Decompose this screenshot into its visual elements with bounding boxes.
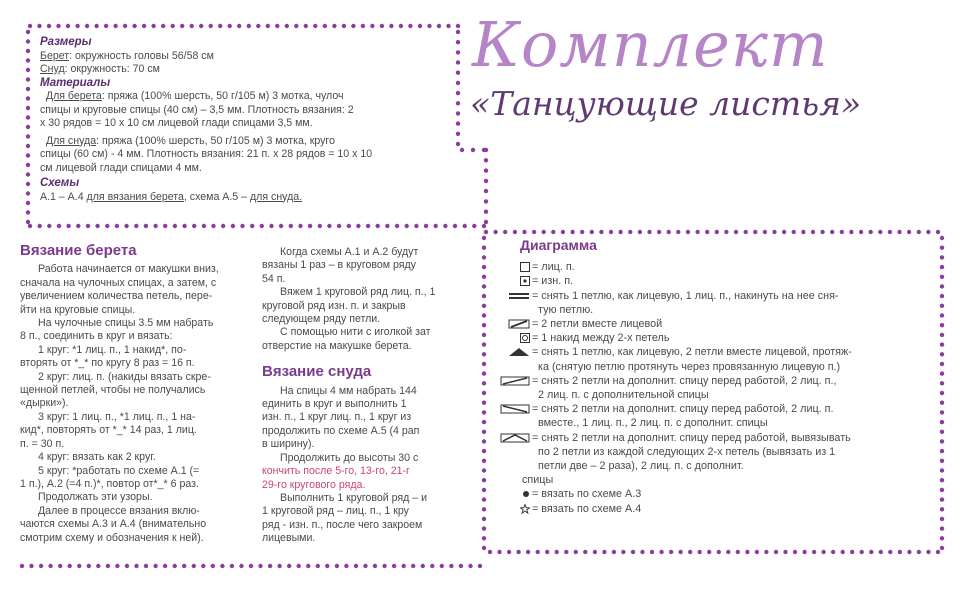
slip-yo-icon	[500, 289, 532, 303]
title-line-2: «Танцующие листья»	[470, 84, 862, 123]
snood-materials-line: см лицевой глади спицами 4 мм.	[40, 161, 202, 174]
legend-row	[500, 431, 940, 445]
dot-icon	[500, 487, 532, 501]
text-line: 1 круг: *1 лиц. п., 1 накид*, по-	[38, 343, 187, 356]
snood-size-line: Снуд: окружность: 70 см	[40, 63, 160, 75]
star-icon	[500, 502, 532, 516]
legend-text-continued: тую петлю.	[538, 303, 594, 316]
text-line: сначала на чулочных спицах, а затем, с	[20, 276, 217, 289]
beret-materials-line: спицы и круговые спицы (40 см) – 3,5 мм. Плотность вязания: 2	[40, 103, 354, 116]
text-line: 2 круг: лиц. п. (накиды вязать скре-	[38, 370, 211, 383]
text-line: в ширину).	[262, 438, 315, 451]
text-line: увеличением количества петель, пере-	[20, 290, 213, 303]
text-line: На чулочные спицы 3.5 мм набрать	[38, 317, 214, 330]
snood-materials-line: спицы (60 см) - 4 мм. Плотность вязания: 21 п. x 28 рядов = 10 x 10	[40, 148, 373, 160]
materials-heading: Материалы	[40, 76, 111, 89]
text-line: п. = 30 п.	[20, 437, 65, 450]
legend-text: = 2 петли вместе лицевой	[532, 318, 663, 331]
legend-text: = лиц. п.	[532, 261, 575, 274]
legend-row	[500, 317, 940, 331]
schemes-line: А.1 – А.4 для вязания берета, схема А.5 – для снуда.	[40, 190, 303, 203]
text-line: 29-го кругового ряда.	[262, 478, 366, 491]
text-line: Вяжем 1 круговой ряд лиц. п., 1	[280, 286, 436, 299]
text-line: следующем ряду петли.	[262, 313, 381, 326]
legend-row	[500, 274, 940, 288]
text-line: 1 круговой ряд – лиц. п., 1 кру	[262, 505, 409, 518]
legend-text: = снять 2 петли на дополнит. спицу перед работой, 2 лиц. п.,	[532, 374, 837, 387]
sizes-heading: Размеры	[40, 36, 92, 48]
legend-row	[500, 502, 940, 516]
middle-column	[262, 246, 462, 546]
legend-row	[500, 402, 940, 416]
legend-text: = вязать по схеме А.4	[532, 502, 642, 515]
legend-text: = изн. п.	[532, 275, 574, 288]
text-line: единить в круг и выполнить 1	[262, 398, 407, 411]
schemes-heading: Схемы	[40, 177, 80, 189]
legend-text-continued: петли две – 2 раза), 2 лиц. п. с дополнит.	[538, 460, 744, 473]
text-line: «дырки»).	[20, 397, 69, 410]
text-line: чаются схемы А.3 и А.4 (внимательно	[20, 518, 207, 531]
legend-text: = 1 накид между 2-х петель	[532, 332, 670, 345]
beret-column	[20, 244, 252, 545]
legend-text: спицы	[522, 474, 554, 487]
legend-text: = снять 1 петлю, как лицевую, 2 петли вместе лицевой, протяж-	[532, 346, 852, 359]
diagram-title: Диаграмма	[520, 237, 597, 253]
text-line: 5 круг: *работать по схеме А.1 (=	[38, 464, 200, 477]
text-line: смотрим схему и обозначения к ней).	[20, 531, 204, 544]
legend-row	[500, 473, 940, 487]
text-line: кончить после 5-го, 13-го, 21-г	[262, 465, 410, 478]
snood-materials-line: Для снуда: пряжа (100% шерсть, 50 г/105 м) 3 мотка, круго	[45, 134, 335, 147]
text-line: Работа начинается от макушки вниз,	[38, 263, 219, 276]
beret-size-line: Берет: окружность головы 56/58 см	[40, 49, 214, 62]
text-line: Когда схемы А.1 и А.2 будут	[280, 246, 419, 258]
legend-text: = снять 1 петлю, как лицевую, 1 лиц. п., накинуть на нее сня-	[532, 289, 839, 302]
text-line: 1 п.), А.2 (=4 п.)*, повтор от*_* 6 раз.	[20, 477, 199, 490]
text-line: щенной петлей, чтобы не получались	[20, 384, 206, 397]
purl-square-icon	[500, 274, 532, 288]
k2tog-icon	[500, 317, 532, 331]
materials-block	[40, 36, 480, 204]
text-line: 8 п., соединить в круг и вязать:	[20, 330, 173, 343]
text-line: кид*, повторять от *_* 14 раз, 1 лиц.	[20, 424, 197, 437]
snood-heading: Вязание снуда	[262, 363, 372, 381]
legend-row	[500, 487, 940, 501]
beret-materials-line: Для берета: пряжа (100% шерсть, 50 г/105 м) 3 мотка, чулоч	[45, 90, 344, 102]
legend-text-continued: 2 лиц. п. с дополнительной спицы	[538, 389, 709, 402]
legend-row	[500, 345, 940, 359]
text-line: отверстие на макушке берета.	[262, 339, 412, 352]
text-line: 3 круг: 1 лиц. п., *1 лиц. п., 1 на-	[38, 410, 196, 423]
legend-text: = снять 2 петли на дополнит. спицу перед работой, 2 лиц. п.	[532, 403, 834, 416]
text-line: 4 круг: вязать как 2 круг.	[38, 451, 156, 464]
text-line: изн. п., 1 круг лиц. п., 1 круг из	[262, 411, 412, 424]
legend-row	[500, 374, 940, 388]
legend-text-continued: по 2 петли из каждой следующих 2-х петель (вывязать из 1	[538, 445, 836, 458]
text-line: 54 п.	[262, 272, 286, 285]
text-line: ряд - изн. п., после чего закроем	[262, 518, 423, 531]
text-line: круговой ряд изн. п. и закрыв	[262, 299, 406, 312]
text-line: С помощью нити с иголкой зат	[280, 326, 431, 339]
cable-dec-icon	[500, 431, 532, 445]
legend-text: = снять 2 петли на дополнит. спицу перед работой, вывязывать	[532, 431, 851, 444]
skp-icon	[500, 345, 532, 359]
legend-text: = вязать по схеме А.3	[532, 488, 642, 501]
legend-row	[500, 331, 940, 345]
text-line: лицевыми.	[262, 532, 316, 545]
legend-text-continued: вместе., 1 лиц. п., 2 лиц. п. с дополнит. спицы	[538, 417, 768, 430]
beret-materials-line: x 30 рядов = 10 x 10 см лицевой глади спицами 3,5 мм.	[40, 117, 313, 129]
text-line: Продолжить до высоты 30 с	[280, 451, 419, 464]
cable-back-icon	[500, 402, 532, 416]
yo-between-icon	[500, 331, 532, 345]
text-line: вязаны 1 раз – в круговом ряду	[262, 259, 416, 272]
legend-row	[500, 260, 940, 274]
text-line: На спицы 4 мм набрать 144	[280, 384, 417, 397]
text-line: Далее в процессе вязания вклю-	[38, 504, 200, 517]
legend-text-continued: ка (снятую петлю протянуть через провязанную лицевую п.)	[538, 360, 841, 373]
legend-row	[500, 289, 940, 303]
text-line: Выполнить 1 круговой ряд – и	[280, 491, 428, 504]
title-line-1: Комплект	[472, 8, 829, 81]
diagram-legend	[500, 238, 940, 516]
knit-square-icon	[500, 260, 532, 274]
text-line: продолжить по схеме А.5 (4 рап	[262, 424, 420, 437]
cable-front-icon	[500, 374, 532, 388]
beret-heading: Вязание берета	[20, 242, 137, 259]
text-line: йти на круговые спицы.	[20, 303, 136, 316]
text-line: вторять от *_* по кругу 8 раз = 16 п.	[20, 357, 195, 370]
text-line: Продолжать эти узоры.	[38, 491, 153, 504]
